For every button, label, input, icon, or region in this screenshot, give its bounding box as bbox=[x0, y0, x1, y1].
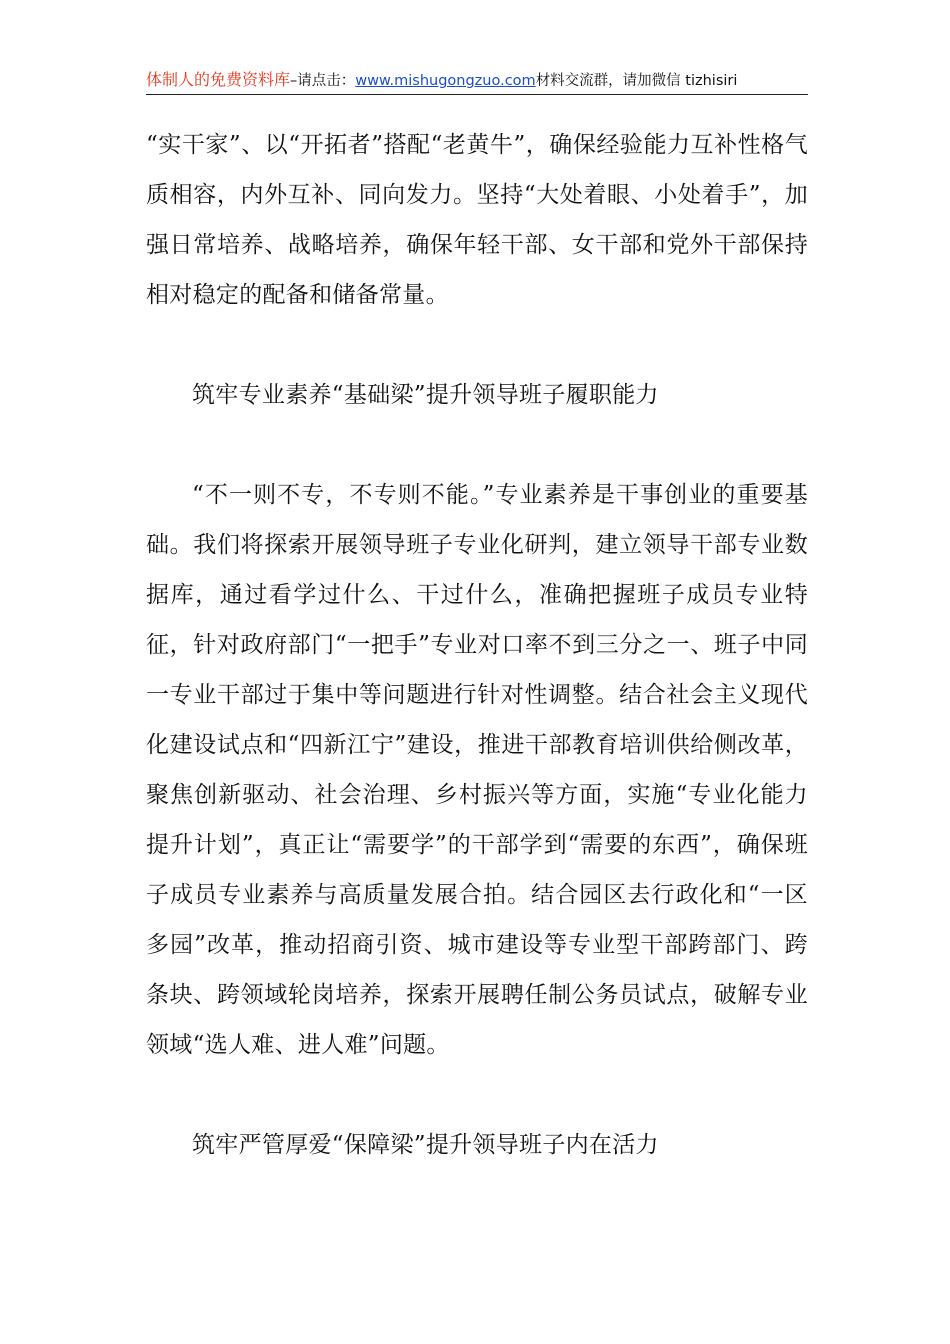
paragraph-gap bbox=[146, 1070, 808, 1120]
header-prompt: –请点击： bbox=[290, 73, 356, 89]
paragraph-gap bbox=[146, 320, 808, 370]
document-body bbox=[146, 120, 808, 1170]
page-header bbox=[146, 66, 808, 95]
paragraph-1: “实干家”、以“开拓者”搭配“老黄牛”，确保经验能力互补性格气质相容，内外互补、同向发力。坚持“大处着眼、小处着手”，加强日常培养、战略培养，确保年轻干部、女干部和党外干部保持相对稳定的配备和储备常量。 bbox=[146, 132, 808, 308]
section-heading-2: 筑牢严管厚爱“保障梁”提升领导班子内在活力 bbox=[192, 1132, 659, 1158]
paragraph-2: “不一则不专，不专则不能。”专业素养是干事创业的重要基础。我们将探索开展领导班子专业化研判，建立领导干部专业数据库，通过看学过什么、干过什么，准确把握班子成员专业特征，针对政府部门“一把手”专业对口率不到三分之一、班子中同一专业干部过于集中等问题进行针对性调整。结合社会主义现代化建设试点和“四新江宁”建设，推进干部教育培训供给侧改革，聚焦创新驱动、社会治理、乡村振兴等方面，实施“专业化能力提升计划”，真正让“需要学”的干部学到“需要的东西”，确保班子成员专业素养与高质量发展合拍。结合园区去行政化和“一区多园”改革，推动招商引资、城市建设等专业型干部跨部门、跨条块、跨领域轮岗培养，探索开展聘任制公务员试点，破解专业领域“选人难、进人难”问题。 bbox=[146, 482, 808, 1058]
header-brand: 体制人的免费资料库 bbox=[146, 70, 291, 89]
header-url-link[interactable]: www.mishugongzuo.com bbox=[355, 73, 536, 89]
paragraph-gap bbox=[146, 420, 808, 470]
header-tail: 材料交流群，请加微信 tizhisiri bbox=[535, 73, 738, 89]
section-heading-1: 筑牢专业素养“基础梁”提升领导班子履职能力 bbox=[192, 382, 659, 408]
